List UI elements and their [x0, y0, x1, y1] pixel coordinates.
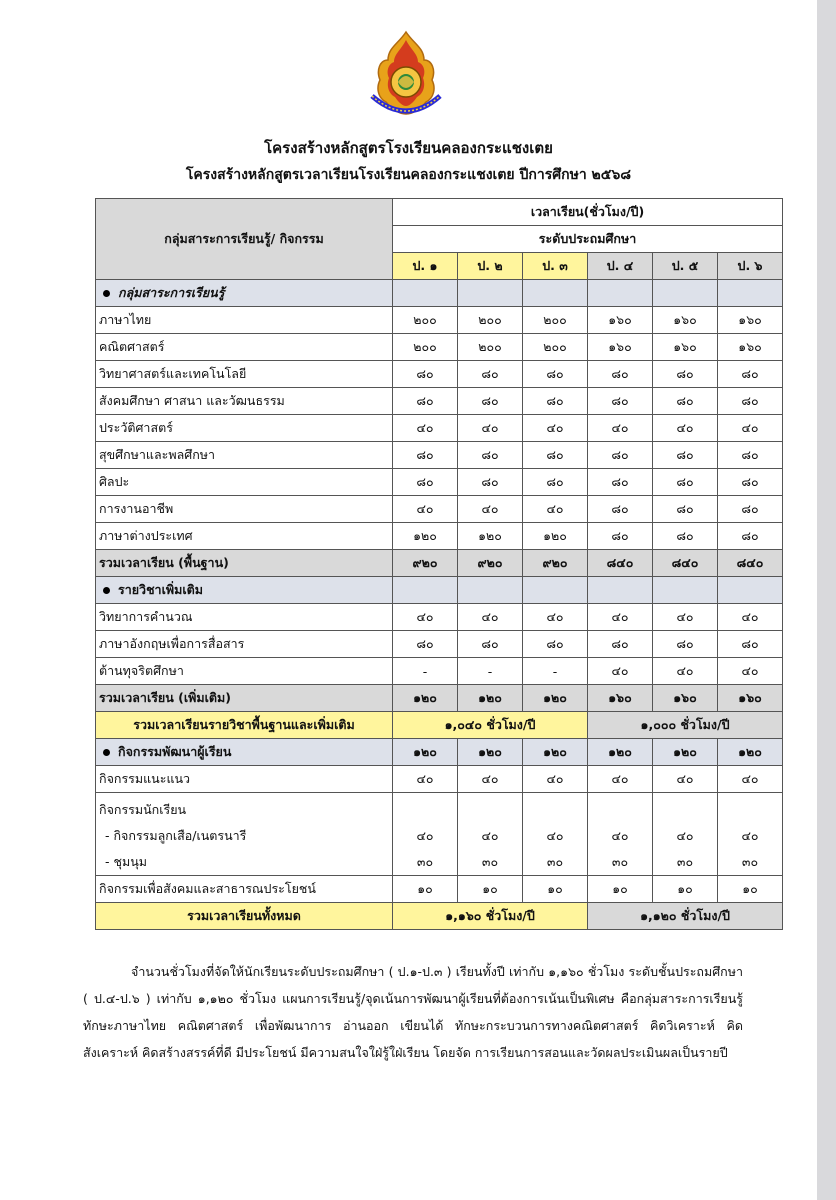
- row-value: ๑๒๐: [523, 739, 588, 766]
- hours-value: ๘๐: [588, 523, 653, 550]
- row-value: ๓๐: [741, 854, 759, 869]
- hours-value: ๔๐: [718, 604, 783, 631]
- hours-value: ๘๐: [458, 361, 523, 388]
- hours-value: ๘๐: [523, 442, 588, 469]
- document-subtitle: โครงสร้างหลักสูตรเวลาเรียนโรงเรียนคลองกระแชงเตย ปีการศึกษา ๒๕๖๘: [185, 167, 632, 183]
- row-value: ๑๐: [718, 876, 783, 903]
- row-label: รวมเวลาเรียน (เพิ่มเติม): [96, 685, 393, 712]
- row-value: ๓๐: [676, 854, 694, 869]
- row-value: ๔๐: [653, 766, 718, 793]
- row-value: ๓๐: [481, 854, 499, 869]
- section-row-activities: [96, 739, 783, 766]
- hours-value: ๘๐: [393, 388, 458, 415]
- row-value: ๔๐: [676, 828, 694, 843]
- row-value: ๑๒๐: [393, 739, 458, 766]
- hours-value: ๑๖๐: [718, 334, 783, 361]
- hours-value: ๘๐: [458, 469, 523, 496]
- hours-value: ๔๐: [393, 415, 458, 442]
- row-label: กิจกรรมนักเรียน: [99, 802, 187, 817]
- hours-value: ๔๐: [523, 604, 588, 631]
- summary-paragraph: จำนวนชั่วโมงที่จัดให้นักเรียนระดับประถมศึกษา ( ป.๑-ป.๓ ) เรียนทั้งปี เท่ากับ ๑,๑๖๐ ชั่วโมง ระดับชั้นประถมศึกษา ( ป.๔-ป.๖ ) เท่ากับ ๑,๑๒๐ ชั่วโมง แผนการเรียนรู้/จุดเน้นการพัฒนาผู้เรียนที่ต้องการเน้นเป็นพิเศษ คือกลุ่มสาระการเรียนรู้ทักษะภาษาไทย คณิตศาสตร์ เพื่อพัฒนาการ อ่านออก เขียนได้ ทักษะกระบวนการทางคณิตศาสตร์ คิดวิเคราะห์ คิดสังเคราะห์ คิดสร้างสรรค์ที่ดี มีประโยชน์ มีความสนใจใฝ่รู้ใฝ่เรียน โดยจัด การเรียนการสอนและวัดผลประเมินผลเป็นรายปี: [83, 964, 743, 1060]
- row-value: ๔๐: [718, 766, 783, 793]
- bullet-icon: [103, 290, 110, 297]
- row-label: กิจกรรมเพื่อสังคมและสาธารณประโยชน์: [96, 876, 393, 903]
- hours-value: ๘๐: [523, 361, 588, 388]
- row-value: ๘๔๐: [588, 550, 653, 577]
- hours-value: ๘๐: [458, 442, 523, 469]
- row-value: ๓๐: [611, 854, 629, 869]
- row-label: รวมเวลาเรียนทั้งหมด: [96, 903, 393, 930]
- hours-value: ๘๐: [718, 388, 783, 415]
- subject-row: [96, 631, 783, 658]
- hours-value: ๘๐: [653, 523, 718, 550]
- hours-value: ๘๐: [653, 388, 718, 415]
- hours-value: ๘๐: [393, 442, 458, 469]
- hours-value: ๘๐: [653, 361, 718, 388]
- row-value: ๔๐: [458, 766, 523, 793]
- student-activities-row: [96, 793, 783, 876]
- hours-value: ๘๐: [588, 496, 653, 523]
- row-value: ๔๐: [741, 828, 759, 843]
- hours-value: ๘๐: [718, 496, 783, 523]
- row-value: ๑๐: [458, 876, 523, 903]
- hours-value: ๑๒๐: [523, 523, 588, 550]
- row-value: ๑๒๐: [653, 739, 718, 766]
- hours-value: ๘๐: [393, 361, 458, 388]
- row-value: ๔๐: [611, 828, 629, 843]
- basic-subject-rows: [96, 307, 783, 550]
- combined-total-row: [96, 712, 783, 739]
- hours-value: ๘๐: [588, 631, 653, 658]
- school-emblem-icon: [358, 30, 454, 122]
- row-value: ๑๐: [588, 876, 653, 903]
- subject-group-header: กลุ่มสาระการเรียนรู้/ กิจกรรม: [96, 199, 393, 280]
- hours-value: -: [523, 658, 588, 685]
- social-activities-row: [96, 876, 783, 903]
- hours-value: ๔๐: [718, 415, 783, 442]
- subject-row: [96, 523, 783, 550]
- subject-name: ต้านทุจริตศึกษา: [96, 658, 393, 685]
- bullet-icon: [103, 749, 110, 756]
- subject-name: ภาษาไทย: [96, 307, 393, 334]
- student-activities-labels: [96, 793, 393, 876]
- study-time-header: เวลาเรียน(ชั่วโมง/ปี): [393, 199, 783, 226]
- grade-header: ป. ๖: [718, 253, 783, 280]
- document-title: โครงสร้างหลักสูตรโรงเรียนคลองกระแชงเตย: [264, 139, 553, 157]
- row-value: ๑๒๐: [523, 685, 588, 712]
- row-value: ๑๒๐: [718, 739, 783, 766]
- hours-value: ๔๐: [653, 658, 718, 685]
- hours-value: ๒๐๐: [458, 334, 523, 361]
- row-value: ๘๔๐: [653, 550, 718, 577]
- subject-name: คณิตศาสตร์: [96, 334, 393, 361]
- extra-total-row: [96, 685, 783, 712]
- row-value: ๑๖๐: [588, 685, 653, 712]
- hours-value: ๘๐: [718, 631, 783, 658]
- hours-value: ๔๐: [523, 415, 588, 442]
- bullet-icon: [103, 587, 110, 594]
- hours-value: ๘๐: [653, 631, 718, 658]
- grade-header: ป. ๕: [653, 253, 718, 280]
- hours-value: ๔๐: [458, 496, 523, 523]
- hours-value: ๒๐๐: [523, 334, 588, 361]
- subject-name: ศิลปะ: [96, 469, 393, 496]
- grand-total-row: [96, 903, 783, 930]
- hours-value: ๘๐: [588, 388, 653, 415]
- hours-value: ๒๐๐: [393, 307, 458, 334]
- hours-value: ๔๐: [588, 658, 653, 685]
- row-value: ๑๒๐: [458, 739, 523, 766]
- row-value: ๓๐: [546, 854, 564, 869]
- subject-row: [96, 388, 783, 415]
- hours-value: ๘๐: [523, 631, 588, 658]
- grade-header: ป. ๔: [588, 253, 653, 280]
- curriculum-table: [95, 198, 783, 930]
- row-value: ๔๐: [481, 828, 499, 843]
- subject-name: ภาษาต่างประเทศ: [96, 523, 393, 550]
- row-value: ๑๒๐: [588, 739, 653, 766]
- row-label: รวมเวลาเรียน (พื้นฐาน): [96, 550, 393, 577]
- hours-value: -: [393, 658, 458, 685]
- subject-row: [96, 442, 783, 469]
- hours-value: ๘๐: [393, 469, 458, 496]
- row-value: ๑๐: [653, 876, 718, 903]
- subject-row: [96, 604, 783, 631]
- hours-value: ๔๐: [458, 604, 523, 631]
- subject-row: [96, 415, 783, 442]
- upper-grades-total: ๑,๑๒๐ ชั่วโมง/ปี: [588, 903, 783, 930]
- hours-value: ๔๐: [718, 658, 783, 685]
- hours-value: ๘๐: [588, 361, 653, 388]
- row-value: ๔๐: [588, 766, 653, 793]
- hours-value: ๑๖๐: [588, 307, 653, 334]
- hours-value: ๘๐: [653, 496, 718, 523]
- grade-header: ป. ๓: [523, 253, 588, 280]
- row-value: ๑๒๐: [458, 685, 523, 712]
- row-label: กิจกรรมแนะแนว: [96, 766, 393, 793]
- subject-name: สังคมศึกษา ศาสนา และวัฒนธรรม: [96, 388, 393, 415]
- hours-value: ๔๐: [393, 496, 458, 523]
- hours-value: ๔๐: [523, 496, 588, 523]
- hours-value: ๘๐: [588, 469, 653, 496]
- row-value: ๙๒๐: [458, 550, 523, 577]
- grade-header: ป. ๑: [393, 253, 458, 280]
- hours-value: ๘๐: [458, 388, 523, 415]
- upper-grades-total: ๑,๐๐๐ ชั่วโมง/ปี: [588, 712, 783, 739]
- hours-value: ๑๖๐: [718, 307, 783, 334]
- hours-value: ๔๐: [588, 604, 653, 631]
- hours-value: ๑๖๐: [588, 334, 653, 361]
- row-value: ๑๐: [393, 876, 458, 903]
- hours-value: ๘๐: [523, 469, 588, 496]
- hours-value: ๑๒๐: [458, 523, 523, 550]
- guidance-row: [96, 766, 783, 793]
- section-title: กิจกรรมพัฒนาผู้เรียน: [96, 739, 393, 766]
- hours-value: ๘๐: [718, 469, 783, 496]
- row-value: ๘๔๐: [718, 550, 783, 577]
- grade-header: ป. ๒: [458, 253, 523, 280]
- hours-value: ๘๐: [653, 469, 718, 496]
- section-title: รายวิชาเพิ่มเติม: [96, 577, 393, 604]
- subject-name: ภาษาอังกฤษเพื่อการสื่อสาร: [96, 631, 393, 658]
- subject-name: วิทยาศาสตร์และเทคโนโลยี: [96, 361, 393, 388]
- hours-value: ๔๐: [653, 604, 718, 631]
- row-value: ๑๐: [523, 876, 588, 903]
- hours-value: ๘๐: [718, 361, 783, 388]
- hours-value: ๘๐: [653, 442, 718, 469]
- row-value: ๔๐: [523, 766, 588, 793]
- subject-row: [96, 469, 783, 496]
- section-title: กลุ่มสาระการเรียนรู้: [96, 280, 393, 307]
- hours-value: ๑๒๐: [393, 523, 458, 550]
- hours-value: -: [458, 658, 523, 685]
- row-value: ๔๐: [546, 828, 564, 843]
- section-row-basic: [96, 280, 783, 307]
- subject-name: สุขศึกษาและพลศึกษา: [96, 442, 393, 469]
- row-value: ๑๒๐: [393, 685, 458, 712]
- page-edge: [817, 0, 836, 1200]
- row-label: - ชุมนุม: [105, 854, 147, 869]
- hours-value: ๘๐: [393, 631, 458, 658]
- row-value: ๑๖๐: [718, 685, 783, 712]
- hours-value: ๘๐: [588, 442, 653, 469]
- basic-total-row: [96, 550, 783, 577]
- hours-value: ๔๐: [653, 415, 718, 442]
- hours-value: ๔๐: [458, 415, 523, 442]
- subject-name: วิทยาการคำนวณ: [96, 604, 393, 631]
- subject-name: ประวัติศาสตร์: [96, 415, 393, 442]
- hours-value: ๑๖๐: [653, 307, 718, 334]
- hours-value: ๑๖๐: [653, 334, 718, 361]
- hours-value: ๘๐: [523, 388, 588, 415]
- subject-name: การงานอาชีพ: [96, 496, 393, 523]
- hours-value: ๘๐: [718, 442, 783, 469]
- row-value: ๙๒๐: [523, 550, 588, 577]
- hours-value: ๒๐๐: [523, 307, 588, 334]
- row-value: ๔๐: [393, 766, 458, 793]
- hours-value: ๒๐๐: [393, 334, 458, 361]
- hours-value: ๔๐: [588, 415, 653, 442]
- hours-value: ๔๐: [393, 604, 458, 631]
- extra-subject-rows: [96, 604, 783, 685]
- primary-level-header: ระดับประถมศึกษา: [393, 226, 783, 253]
- subject-row: [96, 334, 783, 361]
- header-row-time: [96, 199, 783, 226]
- row-value: ๔๐: [416, 828, 434, 843]
- hours-value: ๘๐: [718, 523, 783, 550]
- section-row-extra: [96, 577, 783, 604]
- subject-row: [96, 307, 783, 334]
- subject-row: [96, 361, 783, 388]
- subject-row: [96, 658, 783, 685]
- row-value: ๓๐: [416, 854, 434, 869]
- lower-grades-total: ๑,๐๔๐ ชั่วโมง/ปี: [393, 712, 588, 739]
- row-label: รวมเวลาเรียนรายวิชาพื้นฐานและเพิ่มเติม: [96, 712, 393, 739]
- row-value: ๑๖๐: [653, 685, 718, 712]
- row-label: - กิจกรรมลูกเสือ/เนตรนารี: [105, 828, 247, 843]
- row-value: ๙๒๐: [393, 550, 458, 577]
- hours-value: ๒๐๐: [458, 307, 523, 334]
- subject-row: [96, 496, 783, 523]
- lower-grades-total: ๑,๑๖๐ ชั่วโมง/ปี: [393, 903, 588, 930]
- hours-value: ๘๐: [458, 631, 523, 658]
